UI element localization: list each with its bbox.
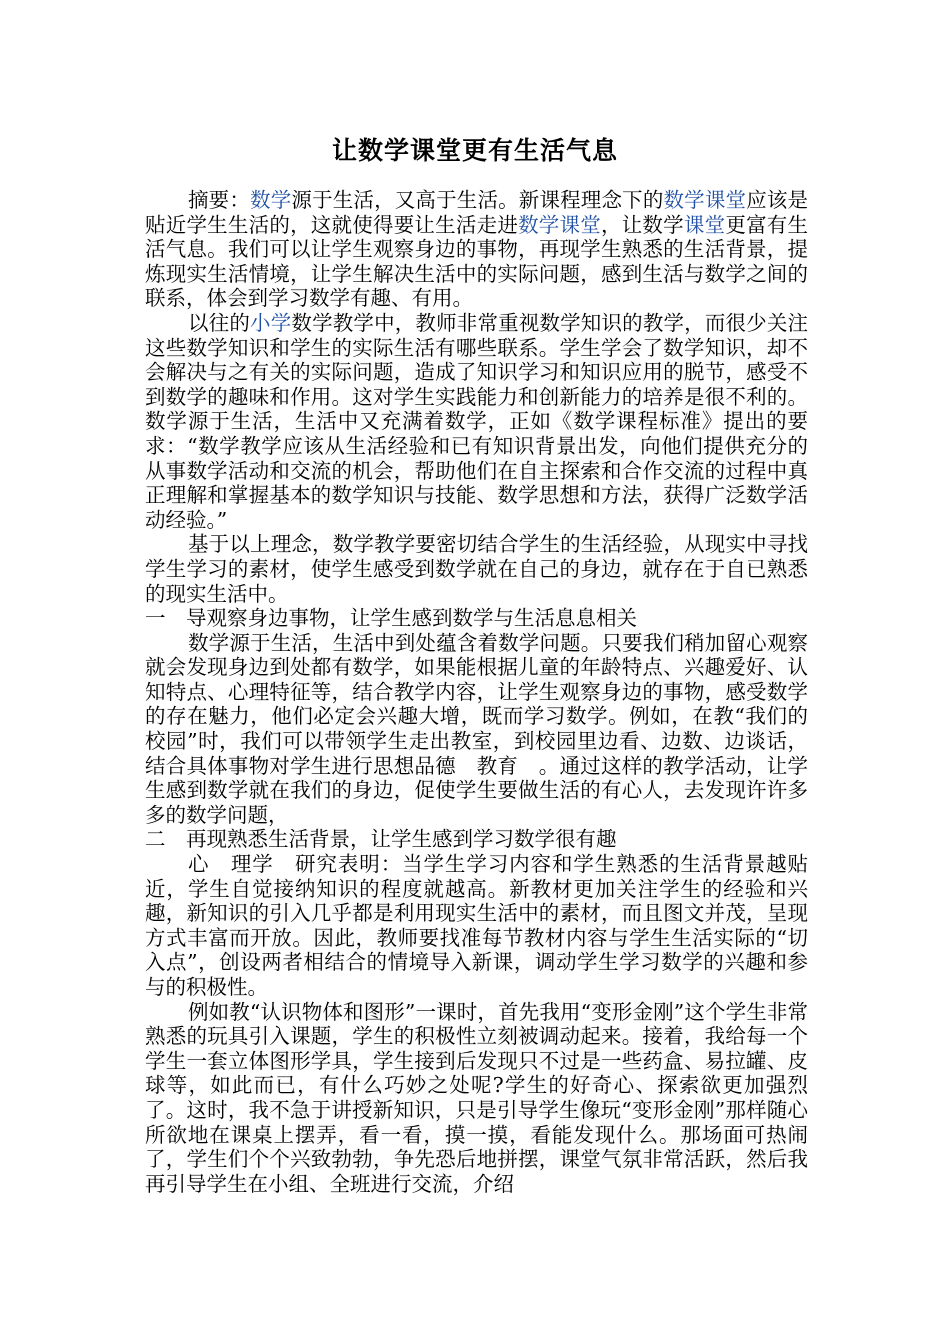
link-math-classroom[interactable]: 数学课堂 (518, 212, 601, 237)
section-heading-1: 一 导观察身边事物，让学生感到数学与生活息息相关 (145, 606, 637, 631)
link-math[interactable]: 数学 (250, 188, 292, 212)
section-heading-2: 二 再现熟悉生活背景，让学生感到学习数学很有趣 (145, 827, 617, 852)
body-paragraph: 基于以上理念，数学教学要密切结合学生的生活经验，从现实中寻找学生学习的素材，使学生感受到数学就在自己的身边，就存在于自已熟悉的现实生活中。 (145, 532, 808, 606)
body-paragraph: 心 理学 研究表明：当学生学习内容和学生熟悉的生活背景越贴近，学生自觉接纳知识的程度就越高。新教材更加关注学生的经验和兴趣，新知识的引入几乎都是利用现实生活中的素材，而且图文并茂，呈现方式丰富而开放。因此，教师要找准每节教材内容与学生生活实际的“切入点”，创设两者相结合的情境导入新课，调动学生学习数学的兴趣和参与的积极性。 (145, 852, 808, 999)
document-title: 让数学课堂更有生活气息 (331, 136, 618, 165)
abstract-paragraph (145, 188, 808, 311)
abstract-text: 更富有生活气息。我们可以让学生观察身边的事物，再现学生熟悉的生活背景，提炼现实生活情境，让学生解决生活中的实际问题，感到生活与数学之间的联系，体会到学习数学有趣、有用。 (145, 212, 809, 311)
body-paragraph (145, 311, 808, 532)
body-paragraph: 数学源于生活，生活中到处蕴含着数学问题。只要我们稍加留心观察就会发现身边到处都有数学，如果能根据儿童的年龄特点、兴趣爱好、认知特点、心理特征等，结合教学内容，让学生观察身边的事物，感受数学的存在魅力，他们必定会兴趣大增，既而学习数学。例如，在教“我们的校园”时，我们可以带领学生走出教室，到校园里边看、边数、边谈话，结合具体事物对学生进行思想品德 教育 。通过这样的教学活动，让学生感到数学就在我们的身边，促使学生要做生活的有心人，去发现许许多多的数学问题， (145, 630, 808, 827)
abstract-text: ，让数学 (600, 212, 684, 237)
paragraph-text: 数学教学中，教师非常重视数学知识的教学，而很少关注这些数学知识和学生的实际生活有哪些联系。学生学会了数学知识，却不会解决与之有关的实际问题，造成了知识学习和知识应用的脱节，感受不到数学的趣味和作用。这对学生实践能力和创新能力的培养是很不利的。数学源于生活，生活中又充满着数学，正如《数学课程标准》提出的要求：“数学教学应该从生活经验和已有知识背景出发，向他们提供充分的从事数学活动和交流的机会，帮助他们在自主探索和合作交流的过程中真正理解和掌握基本的数学知识与技能、数学思想和方法，获得广泛数学活动经验。” (145, 310, 809, 532)
link-math-classroom[interactable]: 数学课堂 (663, 188, 747, 212)
paragraph-text: 以往的 (188, 310, 251, 335)
document-body (145, 188, 808, 1196)
link-classroom[interactable]: 课堂 (683, 212, 726, 237)
link-primary-school[interactable]: 小学 (250, 310, 292, 335)
body-paragraph: 例如教“认识物体和图形”一课时，首先我用“变形金刚”这个学生非常熟悉的玩具引入课题，学生的积极性立刻被调动起来。接着，我给每一个学生一套立体图形学具，学生接到后发现只不过是一些药盒、易拉罐、皮球等，如此而已，有什么巧妙之处呢?学生的好奇心、探索欲更加强烈了。这时，我不急于讲授新知识，只是引导学生像玩“变形金刚”那样随心所欲地在课桌上摆弄，看一看，摸一摸，看能发现什么。那场面可热闹了，学生们个个兴致勃勃，争先恐后地拼摆，课堂气氛非常活跃，然后我再引导学生在小组、全班进行交流，介绍 (145, 999, 808, 1196)
abstract-text: 应该是贴近学生生活的，这就使得要让生活走进 (145, 188, 809, 237)
abstract-label: 摘要： (188, 188, 251, 212)
abstract-text: 源于生活，又高于生活。新课程理念下的 (291, 188, 664, 212)
